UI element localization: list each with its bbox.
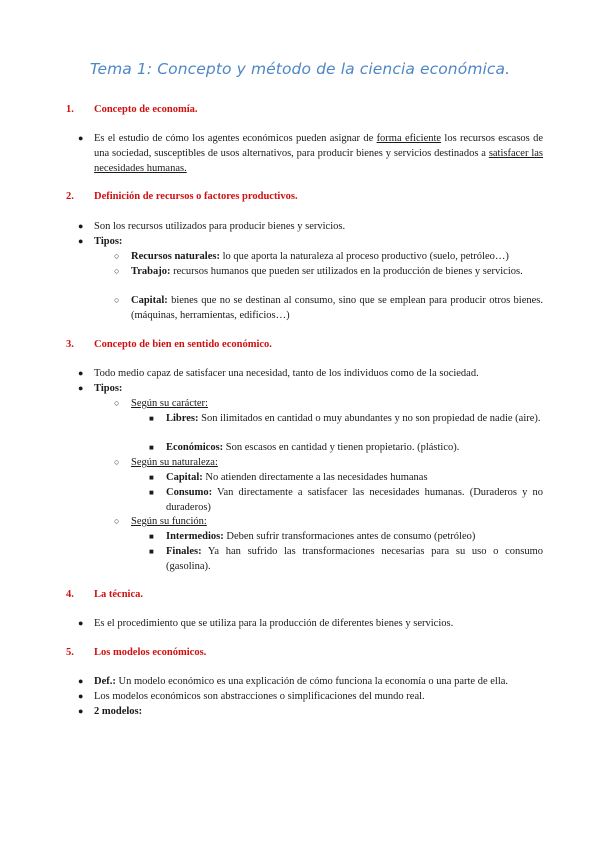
list-item: ■ Consumo: Van directamente a satisfacer las necesidades humanas. (Duraderos y no duraderos) — [149, 487, 543, 513]
list-item: ● Los modelos económicos son abstracciones o simplificaciones del mundo real. — [78, 691, 425, 702]
list-item: ● Es el estudio de cómo los agentes económicos pueden asignar de forma eficiente los recursos escasos de una sociedad, susceptibles de usos alternativos, para producir bienes y servicios destinados a satisfacer las necesidades humanas. — [78, 133, 543, 174]
section-number: 2. — [66, 191, 74, 202]
bullet-marker: ● — [78, 383, 84, 393]
section-number: 3. — [66, 339, 74, 350]
section-title: Concepto de bien en sentido económico. — [94, 339, 272, 350]
section-number: 1. — [66, 104, 74, 115]
bullet-marker: ● — [78, 133, 84, 143]
section-3-heading — [66, 339, 272, 350]
bullet-marker: ○ — [114, 266, 120, 276]
list-item: ■ Capital: No atienden directamente a las necesidades humanas — [149, 472, 428, 483]
bullet-marker: ○ — [114, 516, 120, 526]
bullet-marker: ■ — [149, 443, 154, 452]
bullet-marker: ○ — [114, 457, 120, 467]
bullet-marker: ● — [78, 706, 84, 716]
list-item: ● Es el procedimiento que se utiliza para la producción de diferentes bienes y servicios. — [78, 618, 454, 629]
bullet-marker: ○ — [114, 251, 120, 261]
bullet-marker: ○ — [114, 295, 120, 305]
bullet-marker: ■ — [149, 488, 154, 497]
section-title: Definición de recursos o factores productivos. — [94, 191, 298, 202]
list-item: ● Tipos: — [78, 236, 123, 247]
list-item: ○ Según su carácter: — [114, 398, 208, 409]
bullet-marker: ● — [78, 368, 84, 378]
bullet-marker: ■ — [149, 473, 154, 482]
bullet-marker: ● — [78, 618, 84, 628]
list-item: ■ Intermedios: Deben sufrir transformaciones antes de consumo (petróleo) — [149, 531, 476, 542]
section-number: 5. — [66, 647, 74, 658]
list-item: ■ Libres: Son ilimitados en cantidad o muy abundantes y no son propiedad de nadie (aire). — [149, 413, 541, 424]
list-item: ○ Trabajo: recursos humanos que pueden ser utilizados en la producción de bienes y servicios. — [114, 266, 523, 277]
bullet-marker: ○ — [114, 398, 120, 408]
underlined-text: satisfacer las necesidades humanas. — [94, 148, 543, 174]
list-item: ● 2 modelos: — [78, 706, 143, 717]
list-item: ○ Según su naturaleza: — [114, 457, 218, 468]
section-title: Los modelos económicos. — [94, 647, 207, 658]
bullet-marker: ● — [78, 221, 84, 231]
underlined-text: forma eficiente — [376, 133, 442, 144]
document-title: Tema 1: Concepto y método de la ciencia económica. — [89, 60, 511, 78]
section-5-heading — [66, 647, 206, 658]
list-item: ■ Económicos: Son escasos en cantidad y tienen propietario. (plástico). — [149, 442, 460, 453]
bullet-marker: ● — [78, 676, 84, 686]
list-item: ● Tipos: — [78, 383, 123, 394]
list-item: ○ Capital: bienes que no se destinan al consumo, sino que se emplean para producir otros bienes. (máquinas, herramientas, edificios…) — [114, 295, 543, 321]
list-item: ● Def.: Un modelo económico es una explicación de cómo funciona la economía o una parte de ella. — [78, 676, 509, 687]
bullet-marker: ● — [78, 691, 84, 701]
section-2-heading — [66, 191, 298, 202]
list-item: ○ Recursos naturales: lo que aporta la naturaleza al proceso productivo (suelo, petróleo…) — [114, 251, 509, 262]
list-item: ● Son los recursos utilizados para producir bienes y servicios. — [78, 221, 346, 232]
bullet-marker: ● — [78, 236, 84, 246]
bullet-marker: ■ — [149, 532, 154, 541]
bullet-marker: ■ — [149, 414, 154, 423]
section-number: 4. — [66, 589, 74, 600]
bullet-marker: ■ — [149, 547, 154, 556]
section-1-heading — [66, 104, 198, 115]
section-4-heading — [66, 589, 143, 600]
list-item: ■ Finales: Ya han sufrido las transformaciones necesarias para su uso o consumo (gasolina). — [149, 546, 543, 572]
section-title: Concepto de economía. — [94, 104, 198, 115]
list-item: ● Todo medio capaz de satisfacer una necesidad, tanto de los individuos como de la sociedad. — [78, 368, 479, 379]
list-item: ○ Según su función: — [114, 516, 207, 527]
section-title: La técnica. — [94, 589, 143, 600]
